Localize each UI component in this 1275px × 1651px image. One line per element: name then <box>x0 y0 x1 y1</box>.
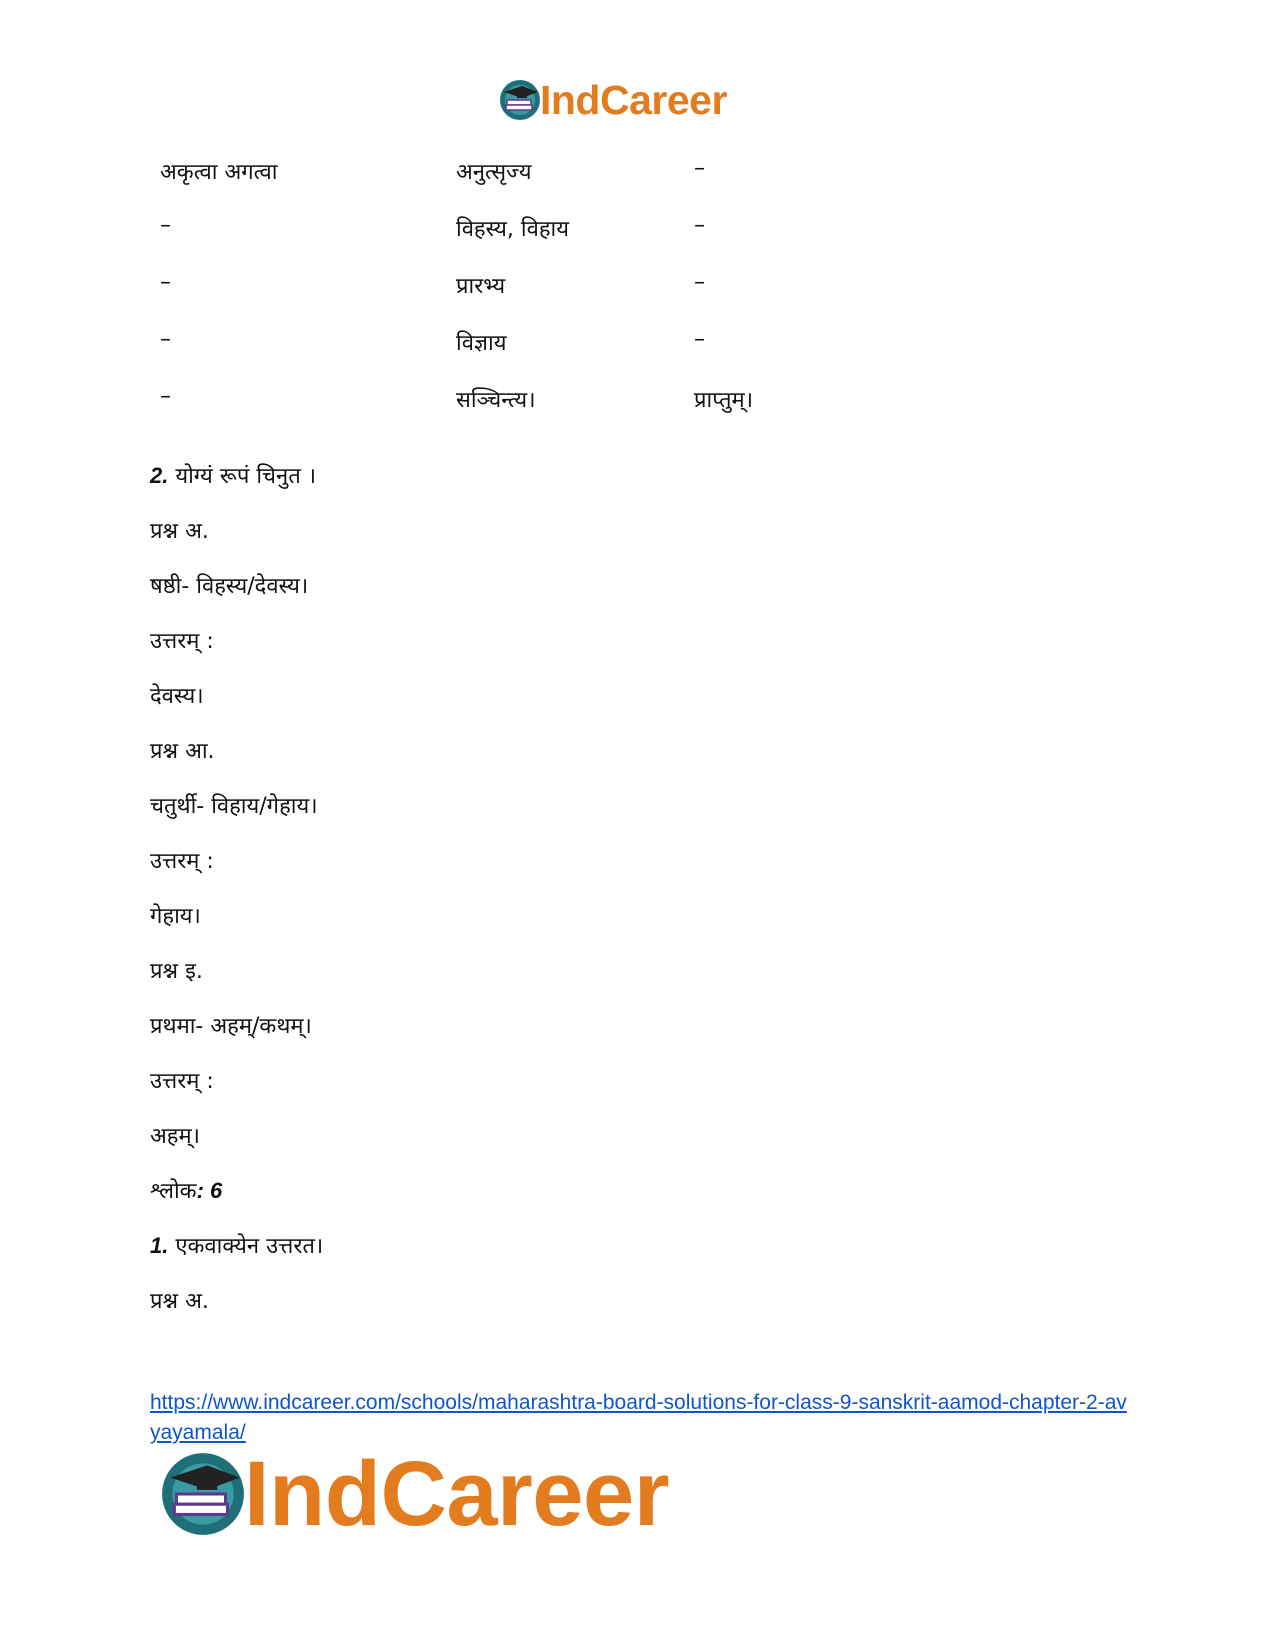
question-label: प्रश्न अ. <box>150 1289 209 1314</box>
table-cell: प्रारभ्य <box>456 274 506 299</box>
question-number: 2. <box>150 463 169 488</box>
header-logo <box>498 78 727 122</box>
answer-label: उत्तरम् : <box>150 1069 214 1094</box>
question-text: एकवाक्येन उत्तरत। <box>168 1234 324 1259</box>
question-label: प्रश्न इ. <box>150 959 203 984</box>
table-cell: अनुत्सृज्य <box>456 160 532 185</box>
graduation-cap-books-globe-icon <box>158 1449 248 1539</box>
question-text: चतुर्थी- विहाय/गेहाय। <box>150 794 318 819</box>
answer-text: अहम्। <box>150 1124 200 1149</box>
table-row <box>160 327 860 384</box>
table-cell: प्राप्तुम्। <box>694 388 754 413</box>
graduation-cap-books-globe-icon <box>498 78 542 122</box>
question-heading <box>150 1230 1150 1285</box>
header-logo-text: IndCareer <box>540 76 727 123</box>
shloka-heading <box>150 1175 1150 1230</box>
table-row <box>160 156 860 213</box>
question-label: प्रश्न आ. <box>150 739 215 764</box>
question-number: 1. <box>150 1233 169 1258</box>
question-text: प्रथमा- अहम्/कथम्। <box>150 1014 312 1039</box>
table-cell: – <box>694 327 705 352</box>
answer-label: उत्तरम् : <box>150 629 214 654</box>
table-row <box>160 270 860 327</box>
table-cell: – <box>160 213 171 238</box>
table-cell: – <box>694 213 705 238</box>
answer-label: उत्तरम् : <box>150 849 214 874</box>
word-table <box>160 156 860 441</box>
shloka-label: श्लोक <box>150 1179 197 1204</box>
question-heading <box>150 460 1150 515</box>
answer-text: गेहाय। <box>150 904 201 929</box>
answer-text: देवस्य। <box>150 684 204 709</box>
table-cell: विहस्य, विहाय <box>456 217 569 242</box>
source-url-link[interactable]: https://www.indcareer.com/schools/maharashtra-board-solutions-for-class-9-sanskrit-aamod-chapter-2-avyayamala/ <box>150 1391 1127 1444</box>
table-cell: अकृत्वा अगत्वा <box>160 160 278 185</box>
table-row <box>160 384 860 441</box>
table-cell: सञ्चिन्त्य। <box>456 388 536 413</box>
question-label: प्रश्न अ. <box>150 519 209 544</box>
table-cell: विज्ञाय <box>456 331 507 356</box>
shloka-number: : 6 <box>196 1178 223 1203</box>
table-cell: – <box>694 156 705 181</box>
table-cell: – <box>160 270 171 295</box>
question-text: योग्यं रूपं चिनुत । <box>168 464 317 489</box>
table-cell: – <box>160 384 171 409</box>
footer-logo-text: IndCareer <box>244 1443 669 1545</box>
question-text: षष्ठी- विहस्य/देवस्य। <box>150 574 309 599</box>
document-body <box>150 460 1150 1340</box>
table-cell: – <box>160 327 171 352</box>
table-row <box>160 213 860 270</box>
footer-logo <box>158 1443 669 1545</box>
table-cell: – <box>694 270 705 295</box>
